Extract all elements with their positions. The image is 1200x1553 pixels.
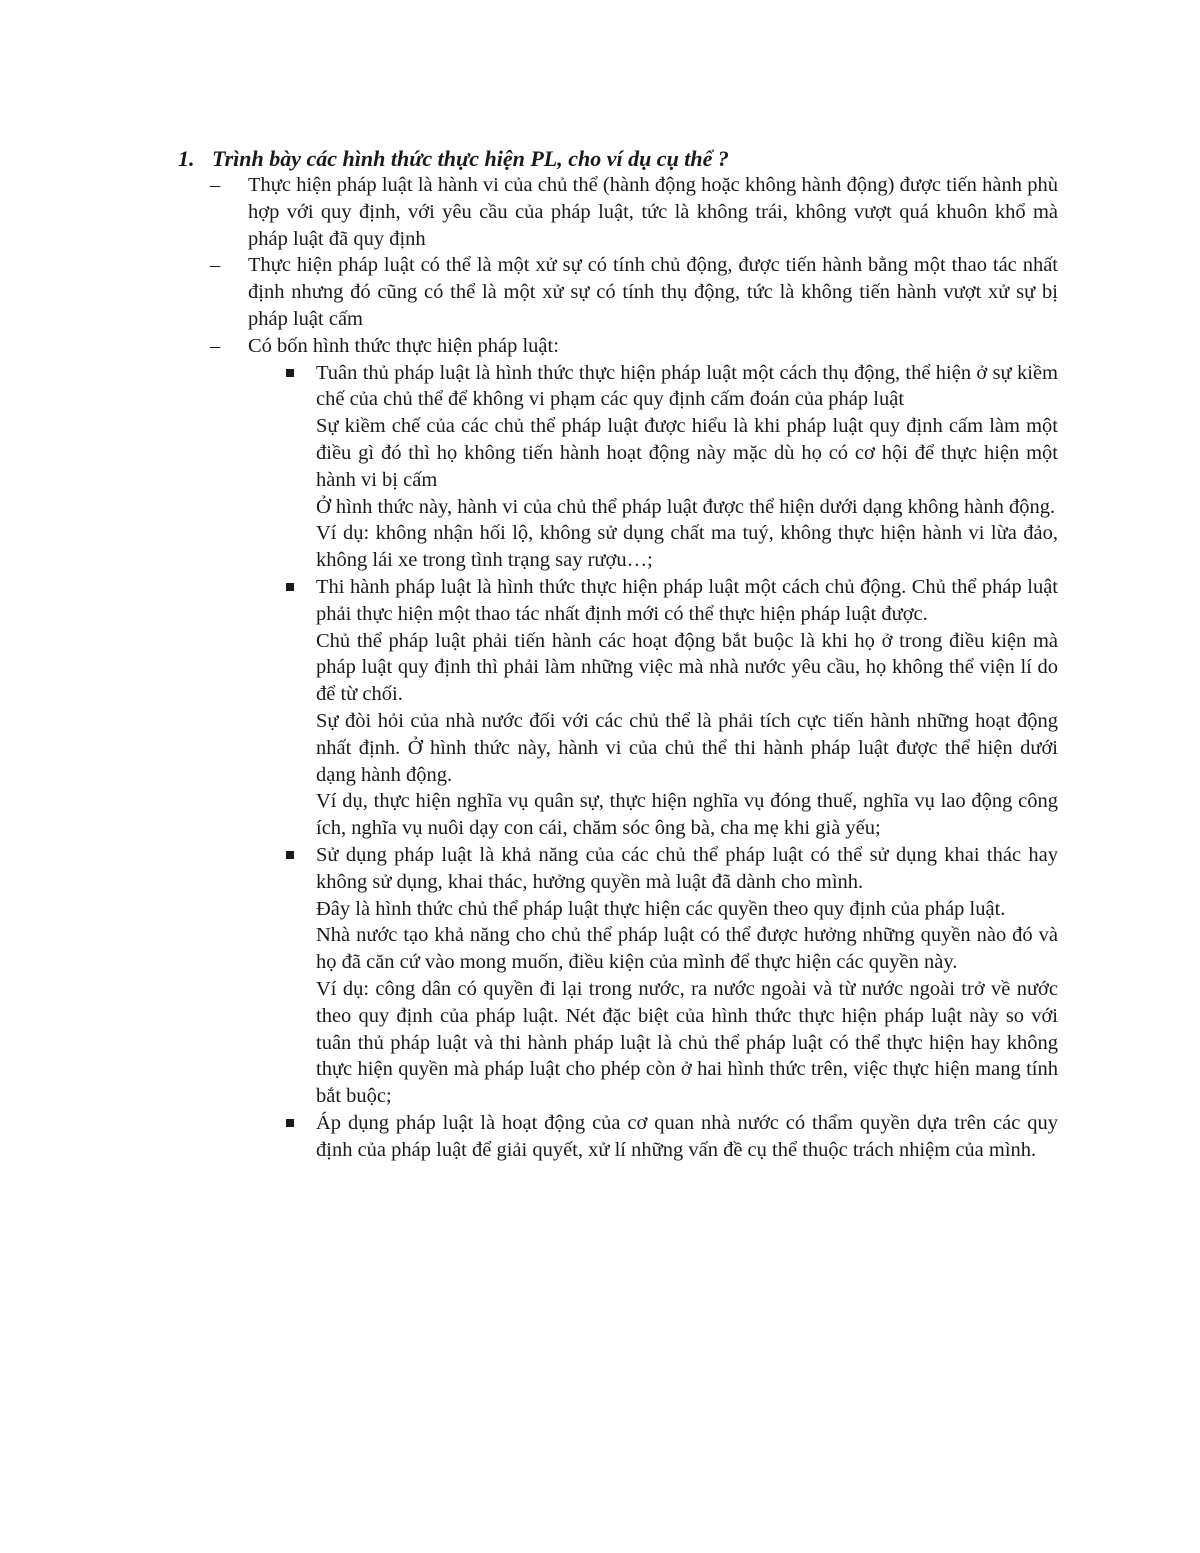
dash-item-text: Thực hiện pháp luật có thể là một xử sự có tính chủ động, được tiến hành bằng một thao tác nhất định nhưng đó cũng có thể là một xử sự có tính thụ động, tức là không tiến hành vượt xử sự bị pháp luật cấm bbox=[248, 254, 1058, 330]
dash-item-text: Thực hiện pháp luật là hành vi của chủ thể (hành động hoặc không hành động) được tiến hành phù hợp với quy định, với yêu cầu của pháp luật, tức là không trái, không vượt quá khuôn khổ mà pháp luật đã quy định bbox=[248, 174, 1058, 250]
dash-item-2 bbox=[210, 252, 1058, 332]
form-paragraph: Đây là hình thức chủ thể pháp luật thực hiện các quyền theo quy định của pháp luật. bbox=[316, 897, 1006, 920]
form-paragraph: Ví dụ, thực hiện nghĩa vụ quân sự, thực hiện nghĩa vụ đóng thuế, nghĩa vụ lao động công ích, nghĩa vụ nuôi dạy con cái, chăm sóc ông bà, cha mẹ khi già yếu; bbox=[316, 790, 1058, 840]
form-item-thi-hanh bbox=[210, 574, 1058, 842]
form-paragraph: Ở hình thức này, hành vi của chủ thể pháp luật được thể hiện dưới dạng không hành động. bbox=[316, 495, 1056, 518]
forms-list bbox=[210, 360, 1058, 1164]
form-paragraph: Sự kiềm chế của các chủ thể pháp luật được hiểu là khi pháp luật quy định cấm làm một điều gì đó thì họ không tiến hành hoạt động này mặc dù họ có cơ hội để thực hiện một hành vi bị cấm bbox=[316, 415, 1058, 491]
square-bullet-icon bbox=[286, 851, 294, 859]
dash-item-text: Có bốn hình thức thực hiện pháp luật: bbox=[248, 334, 559, 357]
square-bullet-icon bbox=[286, 1119, 294, 1127]
form-paragraph: Ví dụ: công dân có quyền đi lại trong nước, ra nước ngoài và từ nước ngoài trở về nước theo quy định của pháp luật. Nét đặc biệt của hình thức thực hiện pháp luật này so với tuân thủ pháp luật và thi hành pháp luật là chủ thể pháp luật có thể thực hiện hay không thực hiện quyền mà pháp luật cho phép còn ở hai hình thức trên, việc thực hiện mang tính bắt buộc; bbox=[316, 977, 1058, 1108]
dash-item-3 bbox=[210, 333, 1058, 1164]
form-paragraph: Ví dụ: không nhận hối lộ, không sử dụng chất ma tuý, không thực hiện hành vi lừa đảo, không lái xe trong tình trạng say rượu…; bbox=[316, 522, 1058, 572]
square-bullet-icon bbox=[286, 583, 294, 591]
form-item-ap-dung bbox=[210, 1110, 1058, 1164]
dash-bullet-icon: – bbox=[210, 334, 221, 357]
dash-bullet-icon: – bbox=[210, 254, 221, 277]
form-paragraph: Sự đòi hỏi của nhà nước đối với các chủ thể là phải tích cực tiến hành những hoạt động nhất định. Ở hình thức này, hành vi của chủ thể thi hành pháp luật được thể hiện dưới dạng hành động. bbox=[316, 709, 1058, 786]
dash-item-1 bbox=[210, 172, 1058, 252]
form-paragraph: Tuân thủ pháp luật là hình thức thực hiện pháp luật một cách thụ động, thể hiện ở sự kiềm chế của chủ thể để không vi phạm các quy định cấm đoán của pháp luật bbox=[316, 361, 1058, 411]
square-bullet-icon bbox=[286, 369, 294, 377]
form-item-tuan-thu bbox=[210, 360, 1058, 574]
form-paragraph: Chủ thể pháp luật phải tiến hành các hoạt động bắt buộc là khi họ ở trong điều kiện mà pháp luật quy định thì phải làm những việc mà nhà nước yêu cầu, họ không thể viện lí do để từ chối. bbox=[316, 629, 1058, 706]
form-item-su-dung bbox=[210, 842, 1058, 1110]
dash-bullet-icon: – bbox=[210, 174, 221, 196]
question-heading bbox=[178, 146, 1058, 172]
form-paragraph: Nhà nước tạo khả năng cho chủ thể pháp luật có thể được hưởng những quyền nào đó và họ đã căn cứ vào mong muốn, điều kiện của mình để thực hiện các quyền này. bbox=[316, 924, 1058, 974]
dash-list bbox=[210, 172, 1058, 1163]
question-number: 1. bbox=[178, 146, 195, 171]
form-paragraph: Áp dụng pháp luật là hoạt động của cơ quan nhà nước có thẩm quyền dựa trên các quy định của pháp luật để giải quyết, xử lí những vấn đề cụ thể thuộc trách nhiệm của mình. bbox=[316, 1111, 1058, 1161]
form-paragraph: Thi hành pháp luật là hình thức thực hiện pháp luật một cách chủ động. Chủ thể pháp luật phải thực hiện một thao tác nhất định mới có thể thực hiện pháp luật được. bbox=[316, 575, 1058, 625]
question-title: Trình bày các hình thức thực hiện PL, cho ví dụ cụ thể ? bbox=[212, 146, 729, 171]
form-paragraph: Sử dụng pháp luật là khả năng của các chủ thể pháp luật có thể sử dụng khai thác hay không sử dụng, khai thác, hưởng quyền mà luật đã dành cho mình. bbox=[316, 843, 1058, 893]
